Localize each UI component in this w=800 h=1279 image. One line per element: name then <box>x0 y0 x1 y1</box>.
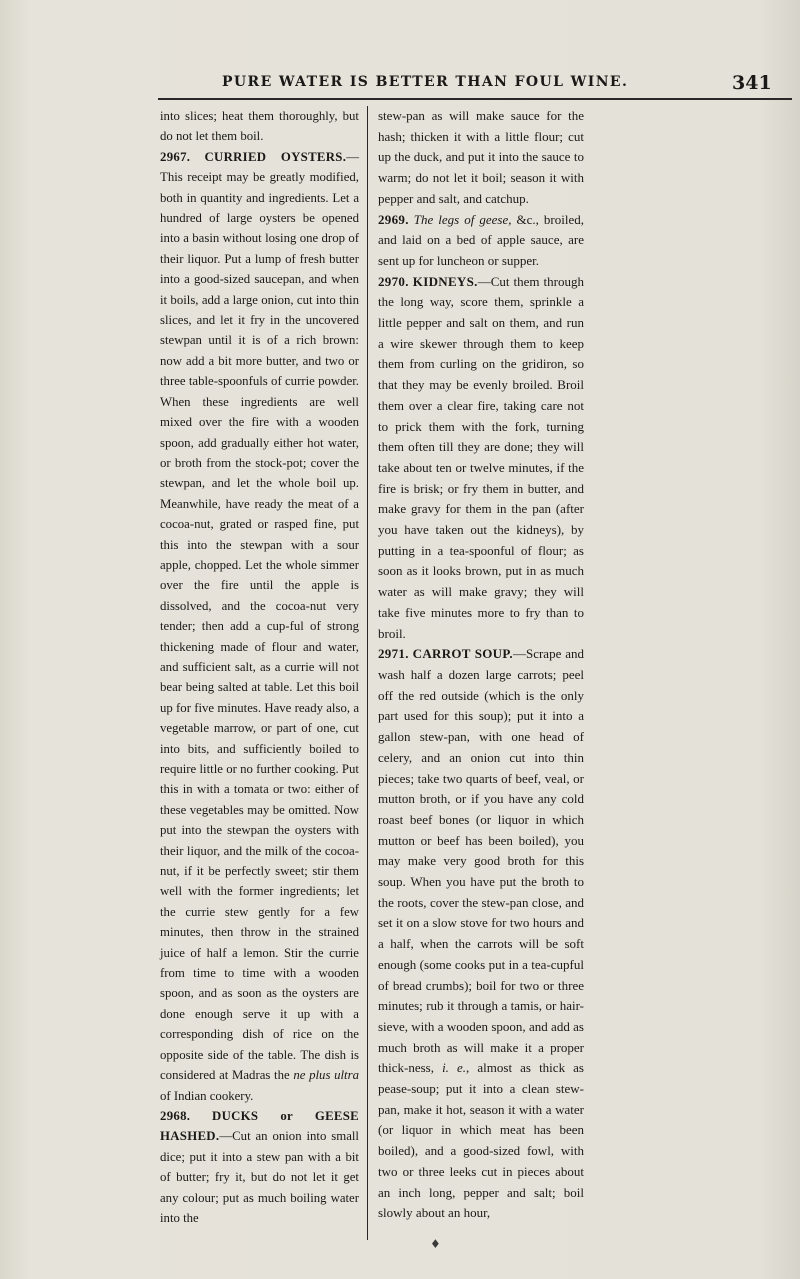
recipe-number: 2967. <box>160 149 191 164</box>
recipe-body: —This receipt may be greatly modified, both in quantity and ingredients. Let a hundred of large oysters be opened into a basin without losing one drop of their liquor. Put a lump of fresh butter into a good-sized saucepan, and when it boils, add a large onion, cut into thin slices, and let it fry in the uncovered stewpan until it is of a rich brown: now add a bit more butter, and two or three table-spoonfuls of currie powder. When these ingredients are well mixed over the fire with a wooden spoon, add gradually either hot water, or broth from the stock-pot; cover the stewpan, and let the whole boil up. Meanwhile, have ready the meat of a cocoa-nut, grated or rasped fine, put this into the stewpan with a sour apple, chopped. Let the whole simmer over the fire until the apple is dissolved, and the cocoa-nut very tender; then add a cup-ful of strong thickening made of flour and water, and sufficient salt, as a currie will not bear being salted at table. Let this boil up for five minutes. Have ready also, a vegetable marrow, or part of one, cut into bits, and sufficiently boiled to require little or no further cooking. Put this in with a tomata or two: either of these vegetables may be omitted. Now put into the stewpan the oysters with their liquor, and the milk of the cocoa-nut, if it be perfectly sweet; stir them well with the former ingredients; let the currie stew gently for a few minutes, then throw in the strained juice of half a lemon. Stir the currie from time to time with a wooden spoon, and as soon as the oysters are done enough serve it up with a corresponding dish of rice on the opposite side of the table. The dish is considered at Madras the <box>160 149 359 1083</box>
right-column <box>378 106 584 1224</box>
footer-mark: ♦ <box>430 1237 441 1251</box>
italic-phrase: ne plus ultra <box>293 1068 359 1083</box>
header-rule <box>158 98 792 100</box>
recipe-body: &c., broiled, and laid on a bed of apple sauce, are sent up for luncheon or supper. <box>378 211 585 268</box>
recipe-body: —Scrape and wash half a dozen large carrots; peel off the red outside (which is the only part used for this soup); put it into a gallon stew-pan, with one head of celery, and an onion cut into thin pieces; take two quarts of beef, veal, or mutton broth, or if you have any cold roast beef bones (or liquor in which mutton or beef has been boiled), you may make very good broth for this soup. When you have put the broth to the roots, cover the stew-pan close, and set it on a slow stove for two hours and a half, when the carrots will be soft enough (some cooks put in a tea-cupful of bread crumbs); boil for two or three minutes; rub it through a tamis, or hair-sieve, with a wooden spoon, and add as much broth as will make it a proper thick-ness, <box>378 646 584 1076</box>
recipe-number: 2969. <box>378 211 409 227</box>
recipe-2970 <box>378 272 584 645</box>
recipe-body-end: , almost as thick as pease-soup; put it into a clean stew-pan, make it hot, season it with a water (or liquor in which meat has been boiled), and a good-sized fowl, with two or three leeks cut in pieces about an inch long, pepper and salt; boil slowly about an hour, <box>378 1060 584 1221</box>
running-title: PURE WATER IS BETTER THAN FOUL WINE. <box>222 74 629 90</box>
page-number: 341 <box>732 72 772 94</box>
italic-abbrev: i. e. <box>442 1060 467 1076</box>
recipe-body-end: of Indian cookery. <box>160 1088 254 1103</box>
recipe-body: —Cut an onion into small dice; put it into a stew pan with a bit of butter; fry it, but do not let it get any colour; put as much boiling water into the <box>160 1129 359 1225</box>
recipe-heading: CARROT SOUP. <box>412 646 513 662</box>
continuation-text: stew-pan as will make sauce for the hash; thicken it with a little flour; cut up the duck, and put it into the sauce to warm; do not let it boil; season it with pepper and salt, and catchup. <box>378 108 584 206</box>
recipe-2968 <box>160 1106 359 1228</box>
recipe-number: 2971. <box>378 646 409 662</box>
recipe-2971 <box>378 644 584 1224</box>
recipe-heading: The legs of geese, <box>413 211 512 227</box>
recipe-number: 2970. <box>378 273 409 289</box>
recipe-number: 2968. <box>160 1108 191 1123</box>
left-column <box>160 106 359 1228</box>
recipe-heading: CURRIED OYSTERS. <box>204 149 347 164</box>
recipe-heading: DUCKS or GEESE HASHED. <box>160 1108 360 1144</box>
continuation-text: into slices; heat them thoroughly, but do not let them boil. <box>160 109 359 144</box>
column-divider <box>367 106 368 1240</box>
recipe-2967 <box>160 147 359 1106</box>
recipe-body: —Cut them through the long way, score them, sprinkle a little pepper and salt on them, and run a wire skewer through them to keep them from curling on the gridiron, so that they may be evenly broiled. Broil them over a clear fire, taking care not to prick them with the fork, turning them often till they are done; they will take about ten or twelve minutes, if the fire is brisk; or fry them in butter, and make gravy for them in the pan (after you have taken out the kidneys), by putting in a tea-spoonful of flour; as soon as it looks brown, put in as much water as will make gravy; they will take five minutes more to fry than to broil. <box>378 273 584 641</box>
recipe-heading: KIDNEYS. <box>412 273 478 289</box>
recipe-2969 <box>378 210 584 272</box>
